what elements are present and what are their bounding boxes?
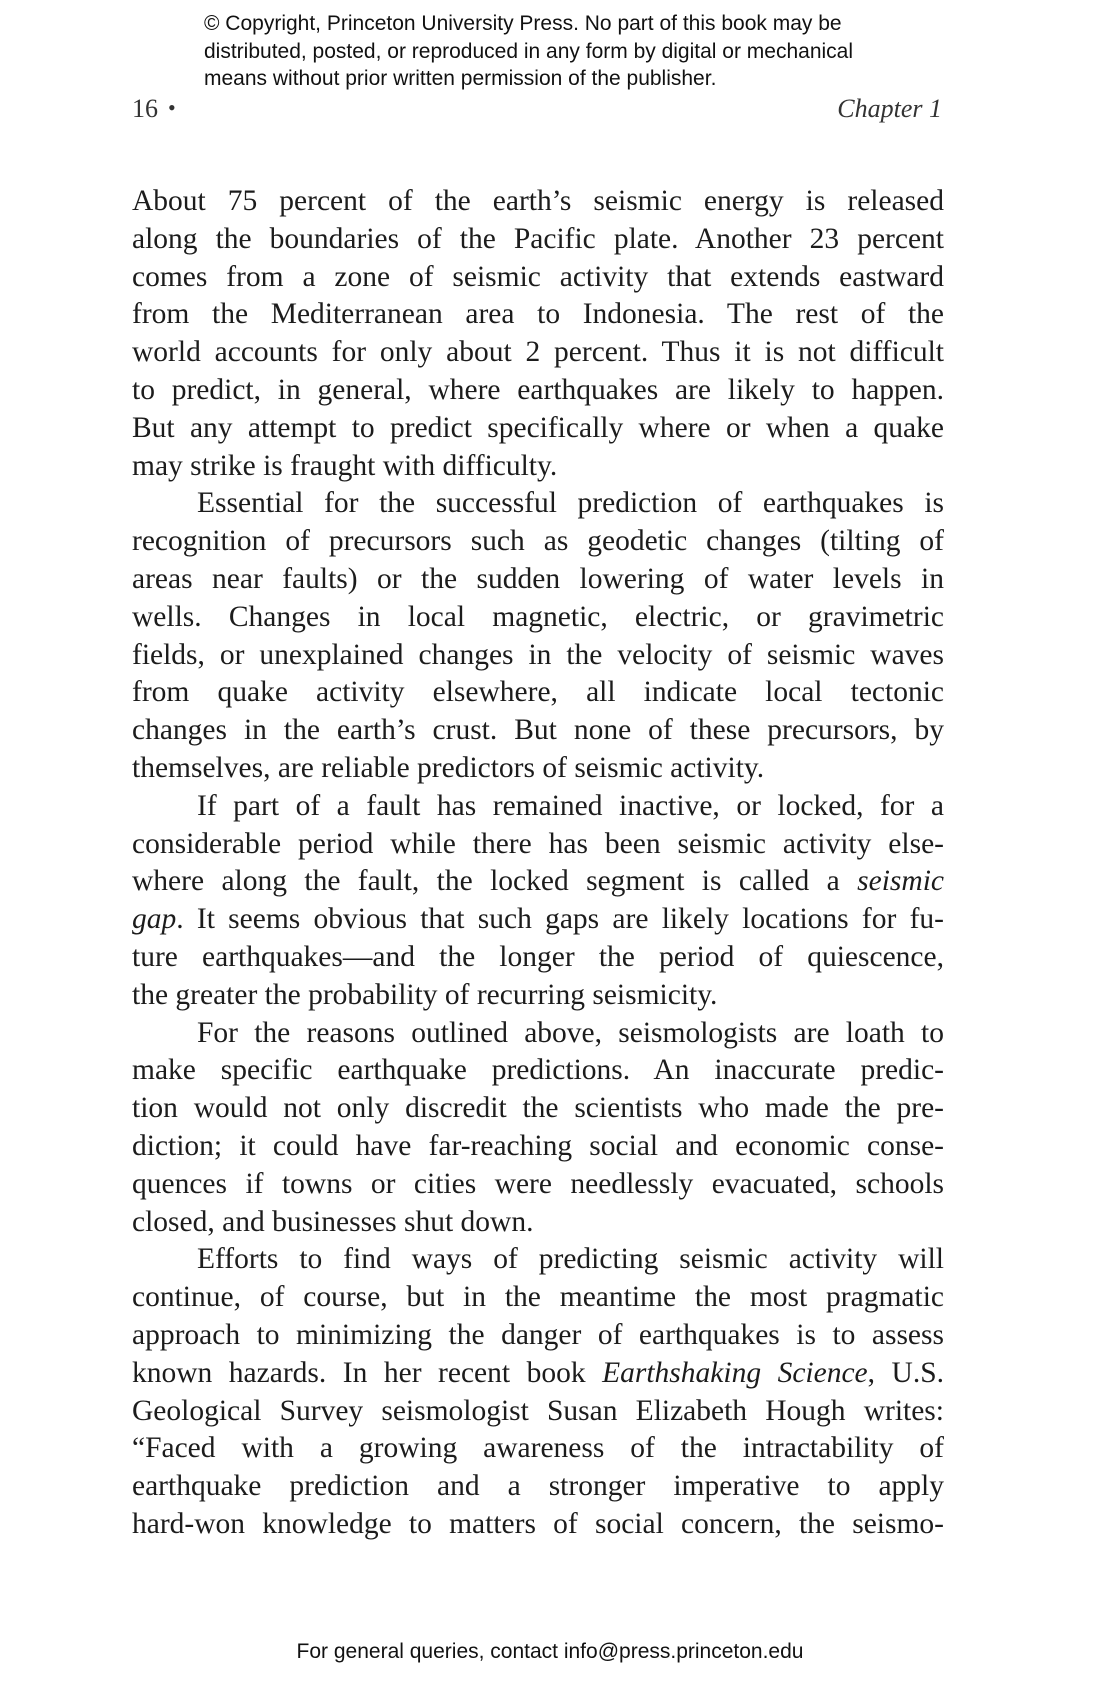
page-number-group — [132, 94, 176, 124]
book-title: Earthshaking Science — [602, 1356, 868, 1389]
body-line — [132, 599, 944, 637]
body-line-text: the greater the probability of recurring seismicity. — [132, 978, 718, 1011]
body-line-text: areas near faults) or the sudden lowering of water levels in — [132, 562, 944, 595]
body-line — [132, 1506, 944, 1544]
body-line — [132, 221, 944, 259]
body-line — [132, 485, 944, 523]
page-number: 16 — [132, 94, 158, 123]
body-line — [132, 1166, 944, 1204]
body-line — [132, 1090, 944, 1128]
body-line — [132, 674, 944, 712]
body-line — [132, 448, 944, 486]
body-line — [132, 863, 944, 901]
body-line-text: fields, or unexplained changes in the velocity of seismic waves — [132, 638, 944, 671]
body-line-text: considerable period while there has been seismic activity else- — [132, 827, 944, 860]
body-line — [132, 1468, 944, 1506]
body-line-text: make specific earthquake predictions. An inaccurate predic- — [132, 1054, 944, 1087]
copyright-line: distributed, posted, or reproduced in any form by digital or mechanical — [204, 39, 854, 63]
copyright-line: © Copyright, Princeton University Press. No part of this book may be — [204, 12, 842, 35]
body-line-text: , U.S. — [867, 1356, 944, 1389]
body-line-text: wells. Changes in local magnetic, electric, or gravimetric — [132, 600, 944, 633]
body-line-text: changes in the earth’s crust. But none of these precursors, by — [132, 714, 944, 747]
body-line — [132, 977, 944, 1015]
body-line-text: “Faced with a growing awareness of the intractability of — [132, 1432, 944, 1465]
body-line — [132, 1015, 944, 1053]
body-line-text: recognition of precursors such as geodetic changes (tilting of — [132, 525, 944, 558]
italic-term: gap — [132, 903, 177, 936]
running-head — [132, 94, 942, 128]
body-line — [132, 1204, 944, 1242]
body-line-text: If part of a fault has remained inactive, or locked, for a — [197, 789, 944, 822]
copyright-notice — [204, 10, 964, 93]
body-line-text: world accounts for only about 2 percent. Thus it is not difficult — [132, 336, 944, 369]
body-line-text: hard-won knowledge to matters of social concern, the seismo- — [132, 1507, 944, 1540]
body-line — [132, 637, 944, 675]
body-line-text: diction; it could have far-reaching social and economic conse- — [132, 1129, 944, 1162]
bullet-separator: • — [168, 95, 176, 120]
chapter-label: Chapter 1 — [837, 94, 942, 123]
body-line-text: Essential for the successful prediction of earthquakes is — [197, 487, 944, 520]
body-line — [132, 296, 944, 334]
body-line-text: tion would not only discredit the scientists who made the pre- — [132, 1092, 944, 1125]
body-line — [132, 712, 944, 750]
italic-term: seismic — [857, 865, 944, 898]
body-line-text: continue, of course, but in the meantime the most pragmatic — [132, 1281, 944, 1314]
body-line-text: may strike is fraught with difficulty. — [132, 449, 558, 482]
body-line-text: For the reasons outlined above, seismologists are loath to — [197, 1016, 944, 1049]
body-line-text: along the boundaries of the Pacific plate. Another 23 percent — [132, 222, 944, 255]
body-line — [132, 1430, 944, 1468]
body-line — [132, 826, 944, 864]
body-line — [132, 183, 944, 221]
body-line — [132, 1279, 944, 1317]
body-line — [132, 1241, 944, 1279]
body-line-text: to predict, in general, where earthquakes are likely to happen. — [132, 373, 944, 406]
body-line-text: . It seems obvious that such gaps are likely locations for fu- — [176, 903, 944, 936]
body-line-text: About 75 percent of the earth’s seismic energy is released — [132, 185, 944, 217]
body-text — [132, 183, 944, 1544]
body-line-text: from quake activity elsewhere, all indicate local tectonic — [132, 676, 944, 709]
body-line-text: But any attempt to predict specifically where or when a quake — [132, 411, 944, 444]
body-line — [132, 1052, 944, 1090]
body-line — [132, 334, 944, 372]
body-line-text: Efforts to find ways of predicting seismic activity will — [197, 1243, 944, 1276]
body-line — [132, 788, 944, 826]
copyright-line: means without prior written permission of the publisher. — [204, 67, 717, 90]
body-line-text: comes from a zone of seismic activity that extends eastward — [132, 260, 944, 293]
body-line — [132, 259, 944, 297]
body-line — [132, 410, 944, 448]
body-line-text: from the Mediterranean area to Indonesia. The rest of the — [132, 298, 944, 331]
body-line-text: ture earthquakes—and the longer the period of quiescence, — [132, 940, 944, 973]
body-line — [132, 561, 944, 599]
body-line — [132, 901, 944, 939]
body-line-text: quences if towns or cities were needlessly evacuated, schools — [132, 1167, 944, 1200]
body-line — [132, 1393, 944, 1431]
body-line — [132, 939, 944, 977]
body-line — [132, 372, 944, 410]
footer-contact: For general queries, contact info@press.princeton.edu — [296, 1640, 804, 1663]
body-line — [132, 1355, 944, 1393]
body-line — [132, 523, 944, 561]
body-line-text: known hazards. In her recent book — [132, 1356, 586, 1389]
body-line-text: earthquake prediction and a stronger imperative to apply — [132, 1470, 944, 1503]
body-line-text: approach to minimizing the danger of earthquakes is to assess — [132, 1318, 944, 1351]
body-line — [132, 1317, 944, 1355]
body-line-text: closed, and businesses shut down. — [132, 1205, 534, 1238]
body-line-text: Geological Survey seismologist Susan Elizabeth Hough writes: — [132, 1394, 944, 1427]
body-line — [132, 750, 944, 788]
body-line-text: themselves, are reliable predictors of seismic activity. — [132, 751, 765, 784]
body-line-text: where along the fault, the locked segment is called a — [132, 865, 840, 898]
body-line — [132, 1128, 944, 1166]
